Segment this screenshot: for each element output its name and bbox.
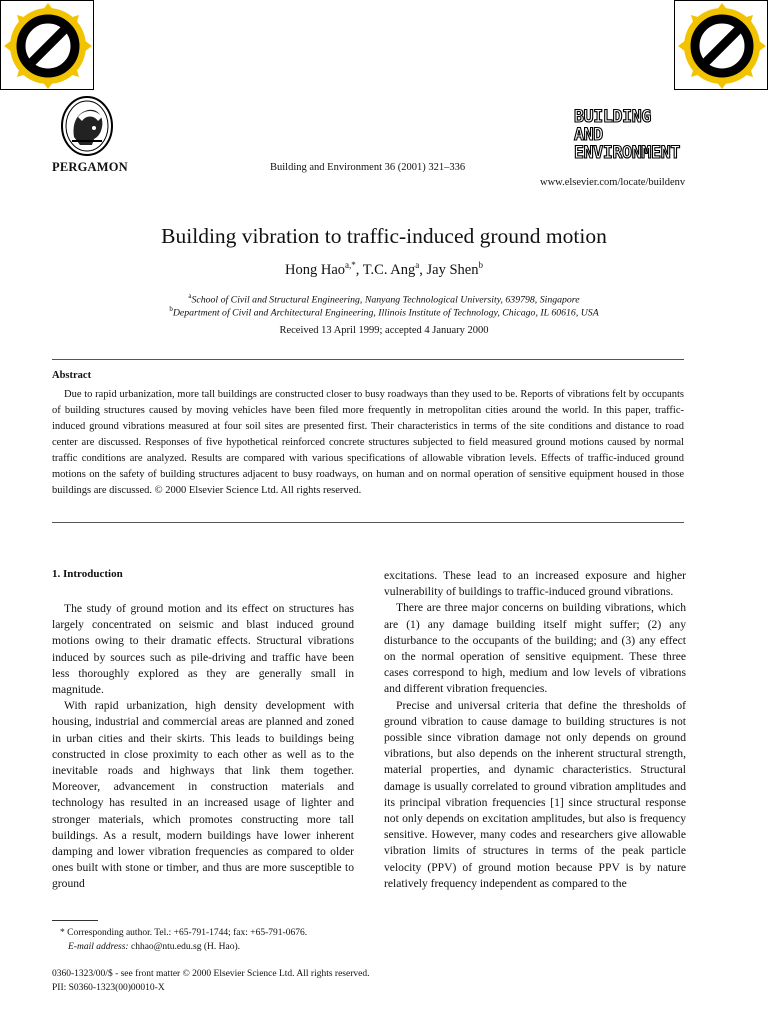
author-name: T.C. Ang xyxy=(362,261,416,278)
copyright-block xyxy=(52,968,369,995)
footnote xyxy=(60,926,307,954)
author-list: Hong Hao$^{a,*}$, T.C. Ang$^a$, Jay Shen$^b$ xyxy=(285,260,483,278)
no-entry-seal-icon xyxy=(678,3,766,89)
affiliation-text: Department of Civil and Architectural Engineering, Illinois Institute of Technology, Chicago, IL 60616, USA xyxy=(172,307,599,319)
body-column-left xyxy=(52,601,354,893)
author-name: Jay Shen xyxy=(426,261,479,278)
corresponding-author: * Corresponding author. Tel.: +65-791-1744; fax: +65-791-0676. xyxy=(60,928,308,938)
affiliation-mark: b xyxy=(169,305,173,313)
received-dates: Received 13 April 1999; accepted 4 January 2000 xyxy=(279,325,489,336)
journal-logo-line-2: ENVIRONMENT xyxy=(574,143,680,162)
pergamon-helmet-logo xyxy=(58,95,116,157)
copyright-line: 0360-1323/00/$ - see front matter © 2000 Elsevier Science Ltd. All rights reserved. xyxy=(52,969,370,979)
author-affiliation-mark: a xyxy=(415,260,420,270)
paragraph: With rapid urbanization, high density development with housing, industrial and commercial areas are planned and zoned in urban cities and their skirts. This leads to buildings being constructed in close proximity to each other as well as to the inevitable roads and highways that link them together. Moreover, advancement in construction materials and technology has resulted in an increased usage of lighter and stronger materials, which promotes constructing more tall buildings. As a result, modern buildings have lower inherent damping and lower vibration frequencies as compared to older ones built with stone or timber, and thus are more susceptible to ground xyxy=(52,699,354,891)
divider xyxy=(52,359,684,360)
author-name: Hong Hao xyxy=(285,261,346,278)
author-affiliation-mark: a,* xyxy=(345,260,356,270)
body-column-right xyxy=(384,568,686,892)
affiliation-a xyxy=(0,292,768,305)
no-entry-seal-icon xyxy=(4,3,92,89)
paragraph: excitations. These lead to an increased exposure and higher vulnerability of buildings to traffic-induced ground vibrations. xyxy=(384,569,686,599)
journal-logo-line-1: BUILDING AND xyxy=(574,107,652,144)
article-title: Building vibration to traffic-induced ground motion xyxy=(161,224,607,248)
journal-logo xyxy=(574,108,686,162)
section-heading: 1. Introduction xyxy=(52,568,123,580)
no-entry-badge-left xyxy=(0,0,94,90)
affiliation-b xyxy=(0,305,768,318)
journal-reference: Building and Environment 36 (2001) 321–336 xyxy=(270,162,466,173)
author-affiliation-mark: b xyxy=(478,260,483,270)
divider xyxy=(52,522,684,523)
paragraph: The study of ground motion and its effect on structures has largely concentrated on seismic and blast induced ground motions owing to their dramatic effects. Structural vibrations induced by sources such as pile-driving and traffic have been less thoroughly explored as they are generally small in magnitude. xyxy=(52,602,354,697)
pii-line: PII: S0360-1323(00)00010-X xyxy=(52,982,165,993)
no-entry-badge-right xyxy=(674,0,768,90)
publisher-name: PERGAMON xyxy=(52,160,128,174)
paragraph: There are three major concerns on building vibrations, which are (1) any damage building itself might suffer; (2) any disturbance to the occupants of the building; and (3) any effect on the normal operation of sensitive equipment. These three cases correspond to high, medium and low levels of vibrations and different vibration frequencies. xyxy=(384,601,686,696)
email-label: E-mail address: xyxy=(68,942,129,952)
journal-url[interactable]: www.elsevier.com/locate/buildenv xyxy=(540,177,686,188)
affiliation-mark: a xyxy=(188,292,192,300)
email-address[interactable]: chhao@ntu.edu.sg (H. Hao). xyxy=(130,942,240,952)
abstract-text: Due to rapid urbanization, more tall buildings are constructed closer to busy roadways than they used to be. Reports of vibrations felt by occupants of building structures caused by moving vehicles have been filed more frequently in metropolitan cities around the world. In this paper, traffic-induced ground vibrations measured at four soil sites are presented first. Their characteristics in terms of the site conditions and distance to road center are discussed. Responses of five hypothetical reinforced concrete structures subjected to field measured ground motions caused by normal traffic conditions are analyzed. Results are compared with various specifications of allowable vibration levels. Effects of traffic-induced ground motions on the safety of building structures adjacent to busy roadways, on human and on normal operation of sensitive equipment housed in those buildings are discussed. © 2000 Elsevier Science Ltd. All rights reserved. xyxy=(52,389,684,496)
abstract-heading: Abstract xyxy=(52,370,92,381)
affiliation-text: School of Civil and Structural Engineering, Nanyang Technological University, 639798, Singapore xyxy=(191,294,580,306)
paragraph: Precise and universal criteria that define the thresholds of ground vibration to cause damage to building structures is not possible since vibration damage not only depends on ground vibrations, but also depends on the inherent structural strength, material properties, and dynamic characteristics. Structural damage is usually correlated to ground vibration amplitudes and its principal vibration frequencies [1] since structural response not only depends on excitation amplitudes, but also is frequency sensitive. However, many codes and researchers give allowable vibration limits of structures in terms of the peak particle velocity (PPV) of ground motion because PPV is by nature relatively frequency independent as compared to the xyxy=(384,698,686,890)
footnote-divider xyxy=(52,920,98,921)
